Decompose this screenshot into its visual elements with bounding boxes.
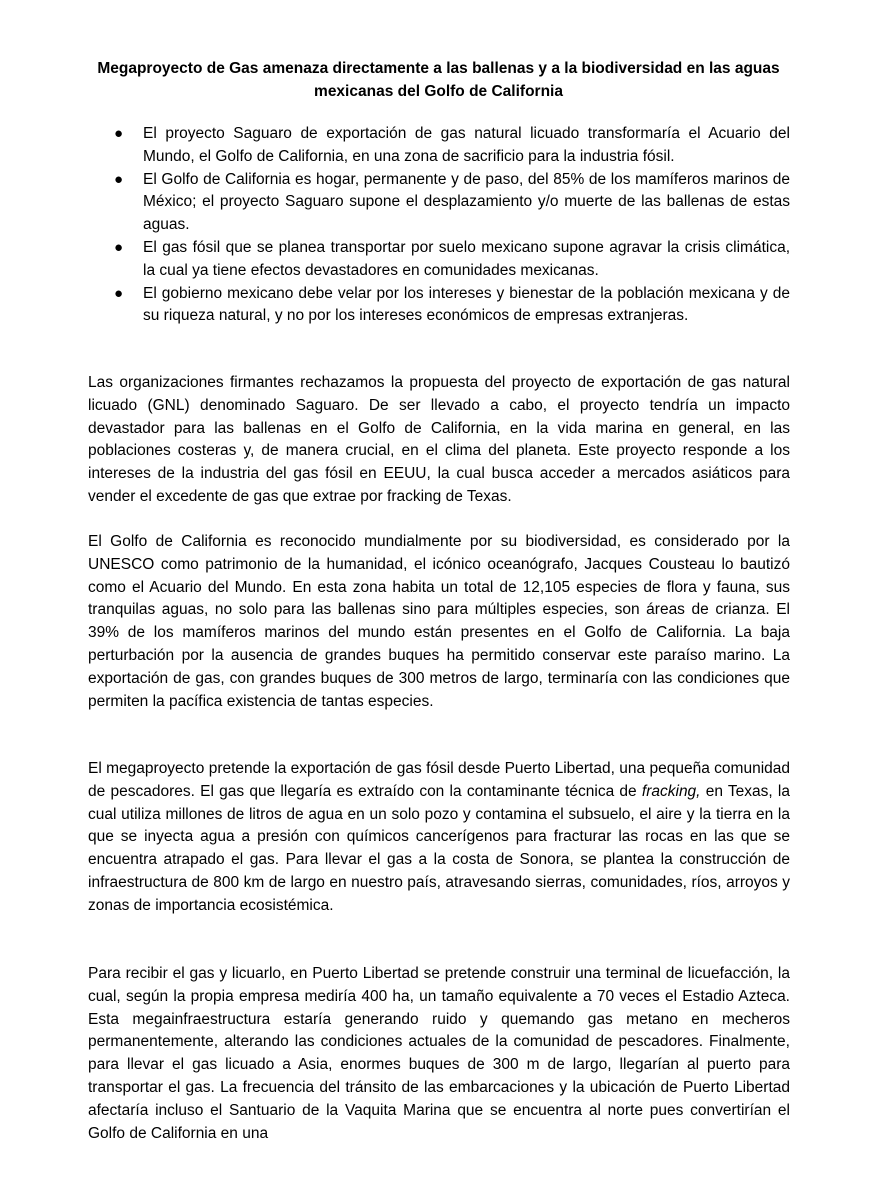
bullet-dot: ● bbox=[114, 125, 124, 142]
paragraph-1: Las organizaciones firmantes rechazamos la propuesta del proyecto de exportación de gas natural licuado (GNL) denominado Saguaro. De ser llevado a cabo, el proyecto tendría un impacto devastador para las ballenas en el Golfo de California, en la vida marina en general, en las poblaciones costeras y, de manera crucial, en el clima del planeta. Este proyecto responde a los intereses de la industria del gas fósil en EEUU, la cual busca acceder a mercados asiáticos para vender el excedente de gas que extrae por fracking de Texas. bbox=[88, 374, 790, 505]
bullet-item bbox=[88, 123, 790, 169]
bullet-item bbox=[88, 283, 790, 329]
paragraph-3-text-after: en Texas, la cual utiliza millones de litros de agua en un solo pozo y contamina el subsuelo, el aire y la tierra en la que se inyecta agua a presión con químicos cancerígenos para fracturar las rocas en las que se encuentra atrapado el gas. Para llevar el gas a la costa de Sonora, se plantea la construcción de infraestructura de 800 km de largo en nuestro país, atravesando sierras, comunidades, ríos, arroyos y zonas de importancia ecosistémica. bbox=[88, 782, 790, 914]
document-title: Megaproyecto de Gas amenaza directamente a las ballenas y a la biodiversidad en las aguas mexicanas del Golfo de California bbox=[97, 60, 780, 100]
paragraph-3 bbox=[88, 758, 790, 918]
paragraph-3-text-before: El megaproyecto pretende la exportación de gas fósil desde Puerto Libertad, una pequeña comunidad de pescadores. El gas que llegaría es extraído con la contaminante técnica de bbox=[88, 760, 790, 800]
bullet-text: El gobierno mexicano debe velar por los intereses y bienestar de la población mexicana y de su riqueza natural, y no por los intereses económicos de empresas extranjeras. bbox=[143, 284, 790, 325]
bullet-item bbox=[88, 169, 790, 237]
bullet-dot: ● bbox=[114, 170, 124, 188]
bullet-text: El Golfo de California es hogar, permanente y de paso, del 85% de los mamíferos marinos de México; el proyecto Saguaro supone el desplazamiento y/o muerte de las ballenas de estas aguas. bbox=[143, 170, 790, 234]
bullet-list bbox=[88, 123, 790, 328]
paragraph-2: El Golfo de California es reconocido mundialmente por su biodiversidad, es considerado por la UNESCO como patrimonio de la humanidad, el icónico oceanógrafo, Jacques Cousteau lo bautizó como el Acuario del Mundo. En esta zona habita un total de 12,105 especies de flora y fauna, sus tranquilas aguas, no solo para las ballenas sino para múltiples especies, son áreas de crianza. El 39% de los mamíferos marinos del mundo están presentes en el Golfo de California. La baja perturbación por la ausencia de grandes buques ha permitido conservar este paraíso marino. La exportación de gas, con grandes buques de 300 metros de largo, terminaría con las condiciones que permiten la pacífica existencia de tantas especies. bbox=[88, 533, 790, 710]
bullet-text: El gas fósil que se planea transportar por suelo mexicano supone agravar la crisis climática, la cual ya tiene efectos devastadores en comunidades mexicanas. bbox=[143, 238, 790, 279]
bullet-item bbox=[88, 237, 790, 283]
bullet-dot: ● bbox=[114, 238, 124, 256]
paragraph-4: Para recibir el gas y licuarlo, en Puerto Libertad se pretende construir una terminal de licuefacción, la cual, según la propia empresa mediría 400 ha, un tamaño equivalente a 70 veces el Estadio Azteca. Esta megainfraestructura estaría generando ruido y quemando gas metano en mecheros permanentemente, alterando las condiciones actuales de la comunidad de pescadores. Finalmente, para llevar el gas licuado a Asia, enormes buques de 300 m de largo, llegarían al puerto para transportar el gas. La frecuencia del tránsito de las embarcaciones y la ubicación de Puerto Libertad afectaría incluso el Santuario de la Vaquita Marina que se encuentra al norte pues convertirían el Golfo de California en una bbox=[88, 965, 790, 1142]
bullet-text: El proyecto Saguaro de exportación de gas natural licuado transformaría el Acuario del Mundo, el Golfo de California, en una zona de sacrificio para la industria fósil. bbox=[143, 125, 790, 165]
paragraph-3-italic-term: fracking, bbox=[641, 782, 701, 800]
bullet-dot: ● bbox=[114, 284, 124, 302]
